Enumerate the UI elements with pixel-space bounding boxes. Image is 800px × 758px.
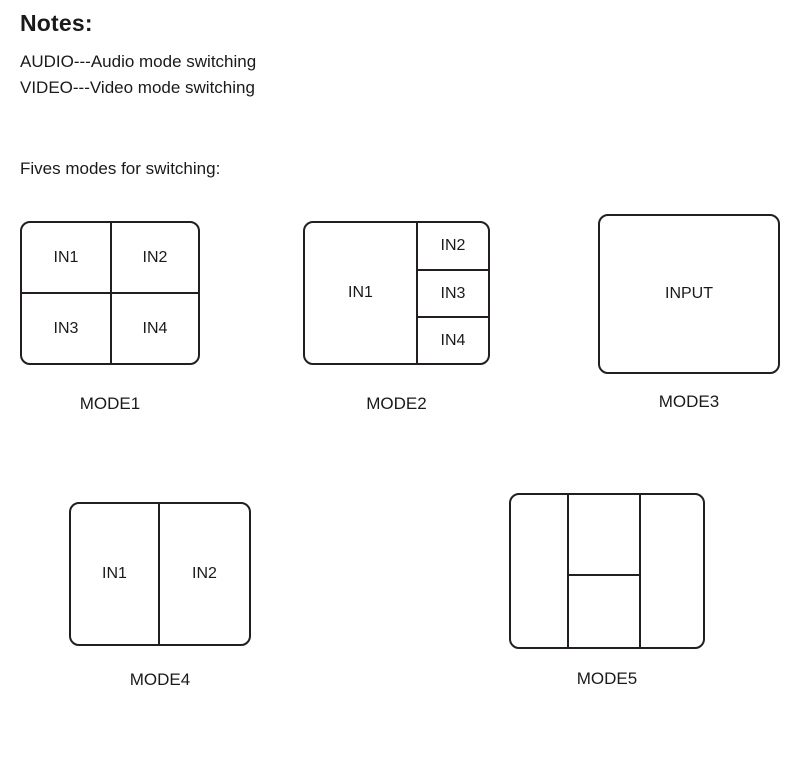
mode4-diagram bbox=[69, 502, 251, 646]
mode2-cell-right-bottom: IN4 bbox=[440, 331, 466, 349]
note-line-video: VIDEO---Video mode switching bbox=[20, 78, 255, 97]
mode4-caption: MODE4 bbox=[129, 670, 191, 689]
mode5-diagram bbox=[509, 493, 705, 649]
mode5-cell-middle-bottom bbox=[569, 576, 639, 647]
mode4-cell-left: IN1 bbox=[102, 565, 127, 582]
mode5-cell-middle-top bbox=[569, 495, 639, 574]
mode1-cell-top-left: IN1 bbox=[53, 249, 79, 266]
mode3-cell-input: INPUT bbox=[665, 285, 713, 302]
mode1-cell-top-right: IN2 bbox=[142, 249, 168, 266]
mode3-caption: MODE3 bbox=[658, 392, 720, 411]
mode1-caption: MODE1 bbox=[79, 394, 141, 413]
mode2-diagram bbox=[303, 221, 490, 365]
mode1-cell-bottom-left: IN3 bbox=[53, 319, 79, 337]
mode5-caption: MODE5 bbox=[576, 669, 638, 688]
mode1-cell-bottom-right: IN4 bbox=[142, 319, 168, 337]
mode2-caption: MODE2 bbox=[366, 394, 427, 413]
note-line-audio: AUDIO---Audio mode switching bbox=[20, 52, 257, 71]
mode2-cell-main: IN1 bbox=[348, 284, 373, 301]
mode5-cell-right bbox=[641, 495, 703, 647]
mode5-cell-left bbox=[511, 495, 567, 647]
mode2-cell-right-top: IN2 bbox=[440, 237, 466, 254]
mode3-diagram bbox=[598, 214, 780, 374]
notes-title: Notes: bbox=[20, 10, 93, 36]
mode4-cell-right: IN2 bbox=[192, 565, 217, 582]
mode1-diagram bbox=[20, 221, 200, 365]
modes-heading: Fives modes for switching: bbox=[20, 159, 221, 178]
mode2-cell-right-middle: IN3 bbox=[440, 284, 466, 302]
